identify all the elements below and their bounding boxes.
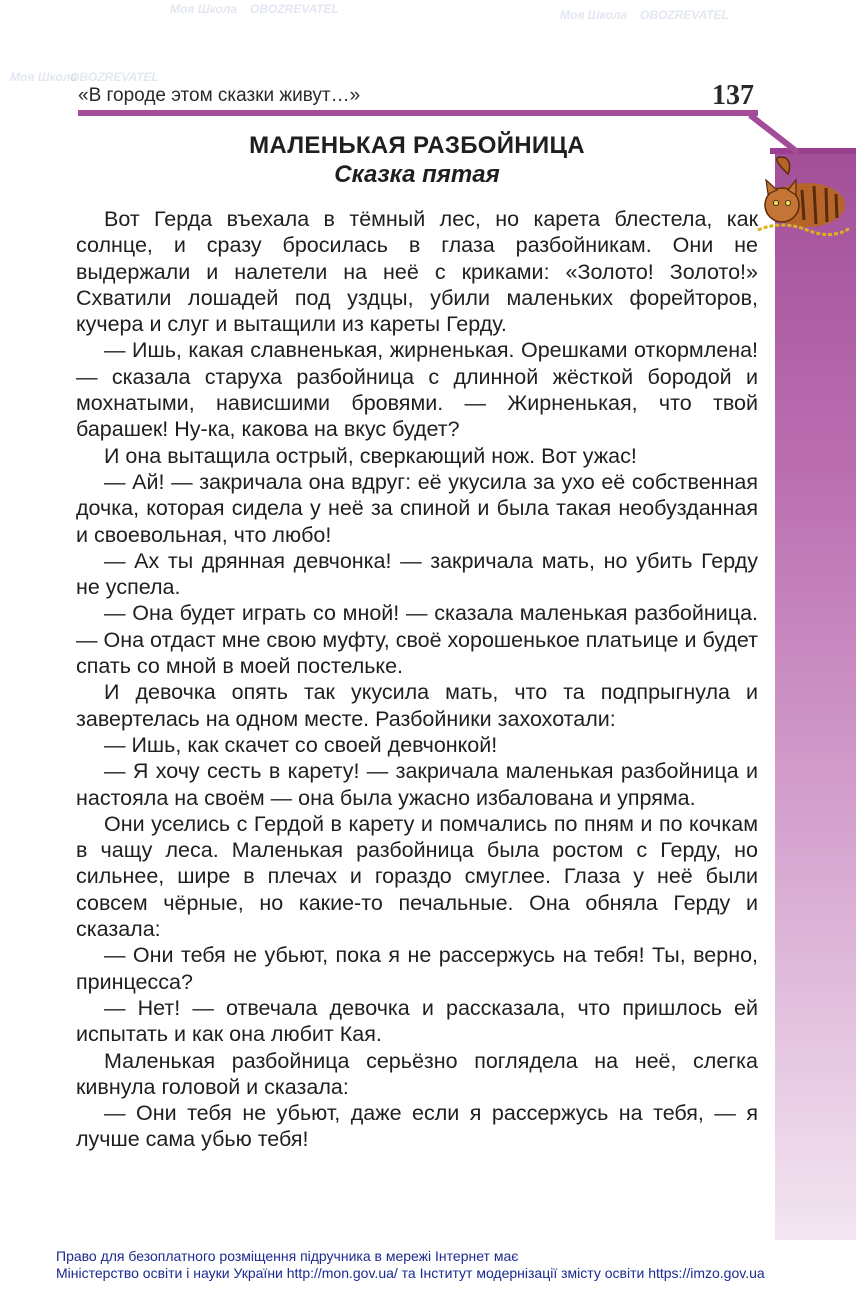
paragraph: — Она будет играть со мной! — сказала маленькая разбойница. — Она отдаст мне свою муфту, своё хорошенькое платьице и будет спать со мной в моей постельке. xyxy=(76,601,758,679)
footer-line: Міністерство освіти і науки України http://mon.gov.ua/ та Інститут модернізації змісту освіти https://imzo.gov.ua xyxy=(56,1265,765,1281)
paragraph: Они уселись с Гердой в карету и помчались по пням и по кочкам в чащу леса. Маленькая разбойница была ростом с Герду, но сильнее, шире в плечах и гораздо смуглее. Глаза у неё были совсем чёрные, но какие-то печальные. Она обняла Герду и сказала: xyxy=(76,811,758,942)
paragraph: И девочка опять так укусила мать, что та подпрыгнула и завертелась на одном месте. Разбойники захохотали: xyxy=(76,680,758,731)
page-number: 137 xyxy=(712,80,754,111)
paragraph: — Нет! — отвечала девочка и рассказала, что пришлось ей испытать и как она любит Кая. xyxy=(76,995,758,1047)
paragraph: Вот Герда въехала в тёмный лес, но карета блестела, как солнце, и сразу бросилась в глаза разбойникам. Они не выдержали и налетели на неё с криками: «Золото! Золото!» Схватили лошадей под уздцы, убили маленьких форейторов, кучера и слуг и вытащили из кареты Герду. xyxy=(76,207,758,337)
paragraph: — Ишь, как скачет со своей девчонкой! xyxy=(104,732,498,757)
story-subtitle: Сказка пятая xyxy=(334,161,500,188)
paragraph: — Они тебя не убьют, даже если я рассержусь на тебя, — я лучше сама убью тебя! xyxy=(76,1101,758,1152)
side-decorative-bar xyxy=(775,150,856,1240)
paragraph: — Я хочу сесть в карету! — закричала маленькая разбойница и настояла на своём — она была ужасно избалована и упряма. xyxy=(76,759,758,810)
story-title: МАЛЕНЬКАЯ РАЗБОЙНИЦА xyxy=(249,132,585,159)
paragraph: — Они тебя не убьют, пока я не рассержусь на тебя! Ты, верно, принцесса? xyxy=(76,943,758,994)
header-rule xyxy=(78,110,758,116)
paragraph: — Ишь, какая славненькая, жирненькая. Орешками откормлена! — сказала старуха разбойница с длинной жёсткой бородой и мохнатыми, нависшими бровями. — Жирненькая, что твой барашек! Ну-ка, какова на вкус будет? xyxy=(76,338,758,442)
paragraph: Маленькая разбойница серьёзно поглядела на неё, слегка кивнула головой и сказала: xyxy=(76,1048,758,1099)
cat-eye-left xyxy=(773,200,778,205)
copyright-footer xyxy=(56,1248,765,1282)
watermark: OBOZREVATEL xyxy=(250,2,339,16)
paragraph: И она вытащила острый, сверкающий нож. Вот ужас! xyxy=(104,443,637,468)
paragraph: — Ах ты дрянная девчонка! — закричала мать, но убить Герду не успела. xyxy=(76,548,758,600)
watermark: Моя Школа xyxy=(10,70,78,84)
cat-illustration-icon xyxy=(752,150,852,240)
watermark: OBOZREVATEL xyxy=(640,8,729,22)
watermark: Моя Школа xyxy=(170,2,238,16)
story-text xyxy=(76,206,758,1153)
watermark: OBOZREVATEL xyxy=(70,70,159,84)
running-title: «В городе этом сказки живут…» xyxy=(78,85,361,106)
paragraph: — Ай! — закричала она вдруг: её укусила за ухо её собственная дочка, которая сидела у неё за спиной и была такая необузданная и своевольная, что любо! xyxy=(76,469,758,547)
cat-eye-right xyxy=(785,200,790,205)
watermark: Моя Школа xyxy=(560,8,628,22)
footer-line: Право для безоплатного розміщення підручника в мережі Інтернет має xyxy=(56,1248,519,1264)
cat-tail xyxy=(777,157,790,174)
